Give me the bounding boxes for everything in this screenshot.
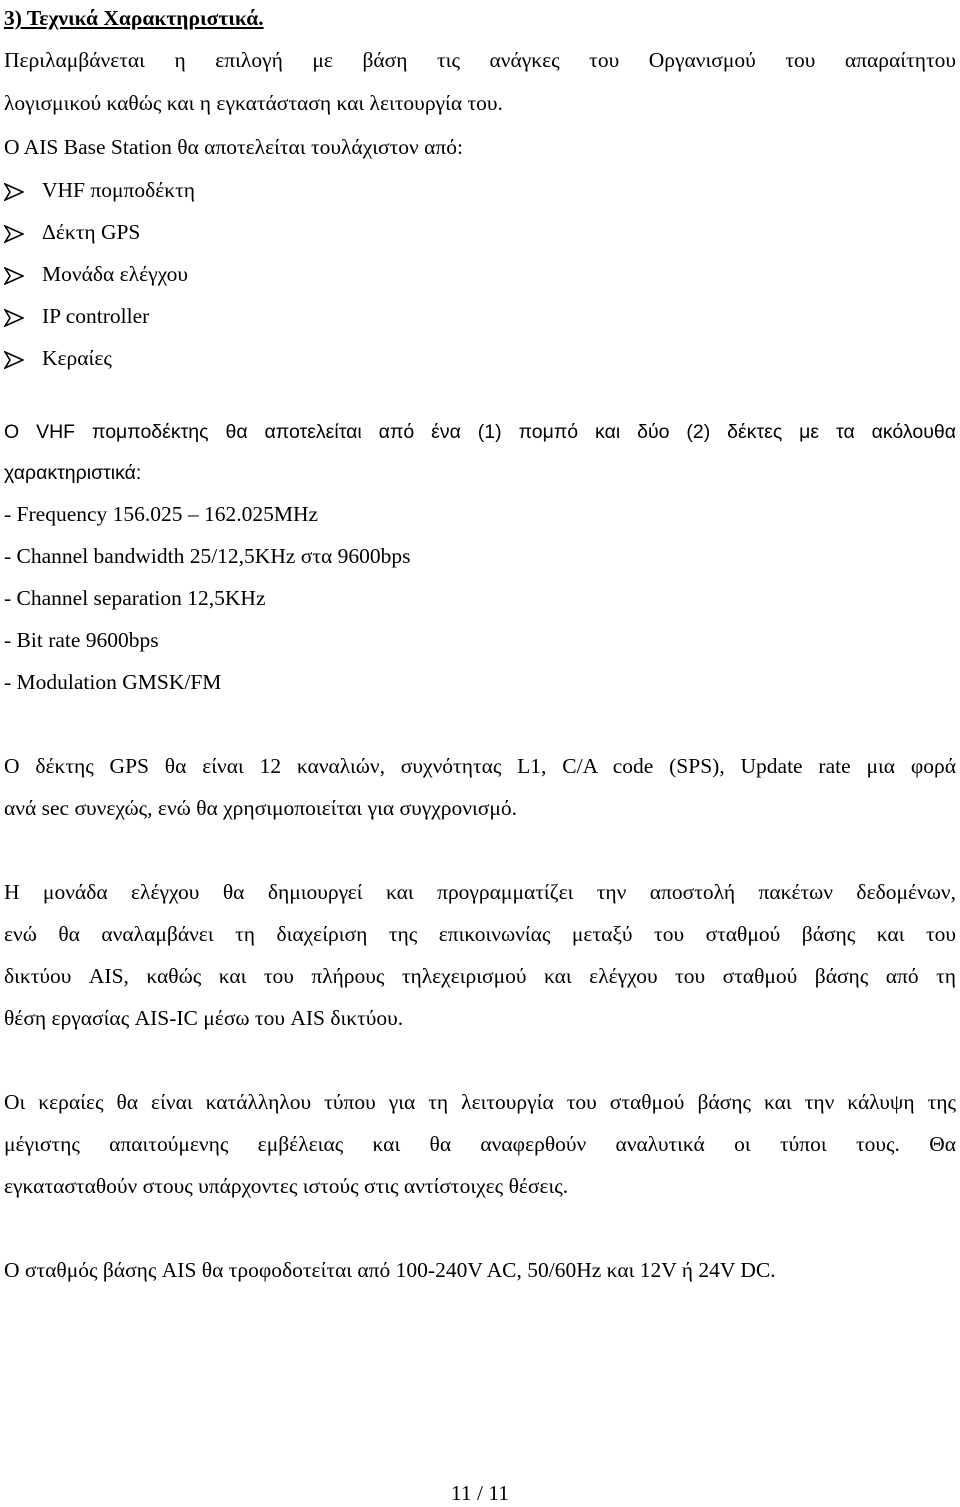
control-paragraph-line-4: θέση εργασίας AIS-IC μέσω του AIS δικτύου. <box>4 1006 404 1030</box>
gps-paragraph-line-2: ανά sec συνεχώς, ενώ θα χρησιμοποιείται για συγχρονισμό. <box>4 796 517 820</box>
spec-item: - Frequency 156.025 – 162.025MHz <box>4 502 319 526</box>
spec-item: - Bit rate 9600bps <box>4 628 159 652</box>
component-label: IP controller <box>42 304 150 328</box>
spec-item: - Channel bandwidth 25/12,5KHz στα 9600bps <box>4 544 411 568</box>
component-item <box>4 218 140 246</box>
base-station-intro: O AIS Base Station θα αποτελείται τουλάχιστον από: <box>4 135 463 159</box>
component-item <box>4 176 195 204</box>
section-heading: 3) Τεχνικά Χαρακτηριστικά. <box>4 6 264 30</box>
antenna-paragraph-line-3: εγκατασταθούν στους υπάρχοντες ιστούς στις αντίστοιχες θέσεις. <box>4 1174 569 1198</box>
spec-item: - Modulation GMSK/FM <box>4 670 222 694</box>
power-paragraph: Ο σταθμός βάσης AIS θα τροφοδοτείται από 100-240V AC, 50/60Hz και 12V ή 24V DC. <box>4 1258 776 1282</box>
arrow-bullet-icon <box>4 351 42 369</box>
gps-paragraph-line-1: Ο δέκτης GPS θα είναι 12 καναλιών, συχνότητας L1, C/A code (SPS), Update rate μια φορά <box>4 754 956 778</box>
intro-line-1: Περιλαμβάνεται η επιλογή με βάση τις ανάγκες του Οργανισμού του απαραίτητου <box>4 48 956 72</box>
vhf-paragraph-line-1: Ο VHF πομποδέκτης θα αποτελείται από ένα (1) πομπό και δύο (2) δέκτες με τα ακόλουθα <box>4 421 956 443</box>
arrow-bullet-icon <box>4 225 42 243</box>
control-paragraph-line-2: ενώ θα αναλαμβάνει τη διαχείριση της επικοινωνίας μεταξύ του σταθμού βάσης και του <box>4 922 956 946</box>
intro-line-2: λογισμικού καθώς και η εγκατάσταση και λειτουργία του. <box>4 91 503 115</box>
page-number: 11 / 11 <box>450 1481 510 1505</box>
vhf-paragraph-line-2: χαρακτηριστικά: <box>4 462 142 484</box>
antenna-paragraph-line-1: Οι κεραίες θα είναι κατάλληλου τύπου για τη λειτουργία του σταθμού βάσης και την κάλυψη της <box>4 1090 956 1114</box>
component-label: Δέκτη GPS <box>42 220 141 244</box>
component-label: VHF πομποδέκτη <box>42 178 195 202</box>
control-paragraph-line-3: δικτύου AIS, καθώς και του πλήρους τηλεχειρισμού και ελέγχου του σταθμού βάσης από τη <box>4 964 956 988</box>
component-item <box>4 260 188 288</box>
component-item <box>4 302 149 330</box>
arrow-bullet-icon <box>4 309 42 327</box>
component-label: Κεραίες <box>42 346 112 370</box>
component-item <box>4 344 112 372</box>
arrow-bullet-icon <box>4 183 42 201</box>
control-paragraph-line-1: Η μονάδα ελέγχου θα δημιουργεί και προγραμματίζει την αποστολή πακέτων δεδομένων, <box>4 880 956 904</box>
component-label: Μονάδα ελέγχου <box>42 262 189 286</box>
spec-item: - Channel separation 12,5KHz <box>4 586 266 610</box>
antenna-paragraph-line-2: μέγιστης απαιτούμενης εμβέλειας και θα αναφερθούν αναλυτικά οι τύποι τους. Θα <box>4 1132 956 1156</box>
arrow-bullet-icon <box>4 267 42 285</box>
